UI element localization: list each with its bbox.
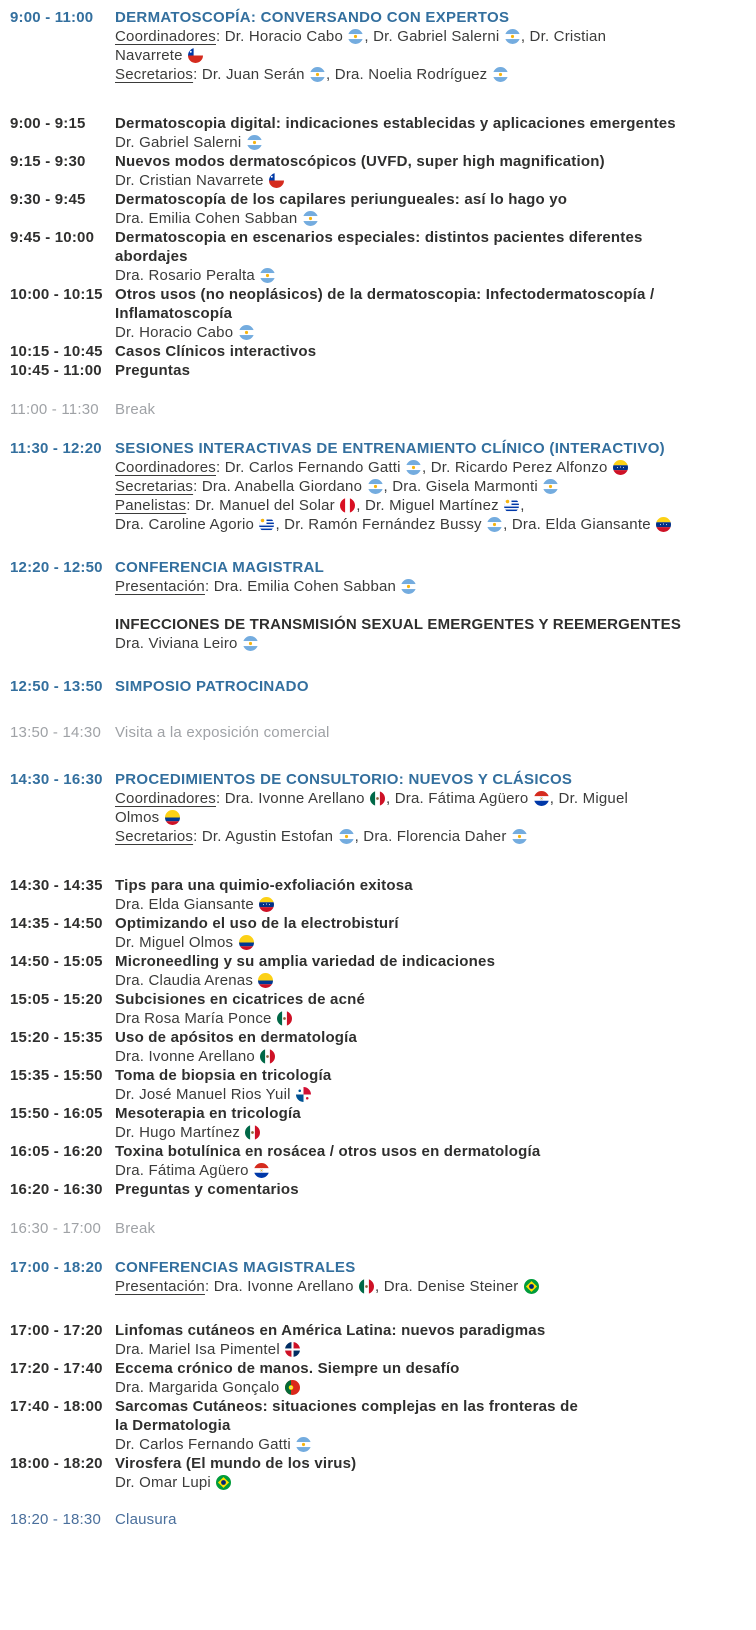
lecture-title <box>115 615 737 634</box>
text-segment: Linfomas cutáneos en América Latina: nuevos paradigmas <box>115 1322 546 1339</box>
break-label <box>115 723 737 742</box>
speaker-line <box>115 1161 737 1180</box>
row-content <box>115 558 745 653</box>
time-range: 11:00 - 11:30 <box>10 401 99 418</box>
speaker-line <box>115 1473 737 1492</box>
text-segment: , Dra. Fátima Agüero <box>386 790 533 807</box>
schedule-row <box>0 990 756 1028</box>
text-segment: Clausura <box>115 1511 177 1528</box>
text-segment: Preguntas y comentarios <box>115 1181 299 1198</box>
time-range: 9:15 - 9:30 <box>10 153 86 170</box>
flag-argentina-icon <box>339 829 354 844</box>
role-label: Coordinadores <box>115 28 216 45</box>
text-segment: : Dr. Juan Serán <box>193 66 310 83</box>
text-segment: , Dr. Ricardo Perez Alfonzo <box>422 459 612 476</box>
speaker-line <box>115 1378 737 1397</box>
flag-argentina-icon <box>303 211 318 226</box>
text-segment: INFECCIONES DE TRANSMISIÓN SEXUAL EMERGENTES Y REEMERGENTES <box>115 616 682 633</box>
break-label <box>115 1219 737 1238</box>
text-segment: PROCEDIMIENTOS DE CONSULTORIO: NUEVOS Y CLÁSICOS <box>115 771 573 788</box>
speaker-line <box>115 1340 737 1359</box>
text-segment: Preguntas <box>115 362 191 379</box>
text-segment: , Dr. Miguel Martínez <box>356 497 504 514</box>
row-content <box>115 876 745 914</box>
time-range: 15:05 - 15:20 <box>10 991 103 1008</box>
row-content <box>115 1510 745 1529</box>
flag-uruguay-icon <box>504 498 519 513</box>
text-segment: Subcisiones en cicatrices de acné <box>115 991 366 1008</box>
talk-title <box>115 1454 737 1473</box>
talk-title <box>115 1321 737 1340</box>
row-content <box>115 723 745 742</box>
talk-title <box>115 1180 737 1199</box>
flag-argentina-icon <box>239 325 254 340</box>
schedule-row <box>0 152 756 190</box>
talk-title <box>115 285 737 304</box>
flag-argentina-icon <box>401 579 416 594</box>
schedule-row <box>0 1510 756 1529</box>
flag-argentina-icon <box>505 29 520 44</box>
schedule-row <box>0 228 756 285</box>
text-segment: , Dr. Gabriel Salerni <box>364 28 504 45</box>
time-range: 17:00 - 17:20 <box>10 1322 103 1339</box>
text-segment: Dr. Carlos Fernando Gatti <box>115 1436 296 1453</box>
text-segment: Microneedling y su amplia variedad de indicaciones <box>115 953 496 970</box>
text-segment: abordajes <box>115 248 188 265</box>
text-segment: : Dr. Carlos Fernando Gatti <box>216 459 406 476</box>
speaker-line <box>115 266 737 285</box>
row-content <box>115 1258 745 1296</box>
talk-title <box>115 914 737 933</box>
schedule-row <box>0 914 756 952</box>
row-content <box>115 1104 745 1142</box>
flag-paraguay-icon <box>534 791 549 806</box>
flag-brazil-icon <box>216 1475 231 1490</box>
time-range: 12:50 - 13:50 <box>10 678 103 695</box>
text-segment: Visita a la exposición comercial <box>115 724 330 741</box>
speaker-line <box>115 1085 737 1104</box>
text-segment: : Dr. Horacio Cabo <box>216 28 348 45</box>
text-segment: Inflamatoscopía <box>115 305 233 322</box>
schedule-row <box>0 770 756 846</box>
speaker-line <box>115 133 737 152</box>
text-segment: DERMATOSCOPÍA: CONVERSANDO CON EXPERTOS <box>115 9 510 26</box>
flag-argentina-icon <box>512 829 527 844</box>
session-title <box>115 558 737 577</box>
text-segment: Dr. Gabriel Salerni <box>115 134 246 151</box>
text-segment: Navarrete <box>115 47 188 64</box>
time-range: 15:20 - 15:35 <box>10 1029 103 1046</box>
schedule-row <box>0 1359 756 1397</box>
time-range: 15:35 - 15:50 <box>10 1067 103 1084</box>
speaker-line <box>115 971 737 990</box>
schedule-row <box>0 114 756 152</box>
flag-venezuela-icon <box>259 897 274 912</box>
text-segment: Dr. Miguel Olmos <box>115 934 238 951</box>
role-line <box>115 27 737 46</box>
text-segment: Sarcomas Cutáneos: situaciones complejas en las fronteras de <box>115 1398 578 1415</box>
speaker-line <box>115 634 737 653</box>
role-line <box>115 827 737 846</box>
flag-mexico-icon <box>260 1049 275 1064</box>
row-content <box>115 990 745 1028</box>
row-content <box>115 1219 745 1238</box>
time-range: 9:00 - 9:15 <box>10 115 86 132</box>
speaker-line <box>115 209 737 228</box>
time-range: 12:20 - 12:50 <box>10 559 103 576</box>
break-label <box>115 400 737 419</box>
session-title <box>115 1258 737 1277</box>
text-segment: Virosfera (El mundo de los virus) <box>115 1455 357 1472</box>
time-range: 14:30 - 14:35 <box>10 877 103 894</box>
speaker-line <box>115 895 737 914</box>
schedule-row <box>0 1321 756 1359</box>
time-range: 10:45 - 11:00 <box>10 362 102 379</box>
text-segment: Mesoterapia en tricología <box>115 1105 301 1122</box>
row-content <box>115 1028 745 1066</box>
flag-mexico-icon <box>277 1011 292 1026</box>
speaker-line <box>115 323 737 342</box>
role-label: Presentación <box>115 578 205 595</box>
talk-title <box>115 114 737 133</box>
text-segment: Uso de apósitos en dermatología <box>115 1029 358 1046</box>
row-content <box>115 114 745 152</box>
text-segment: CONFERENCIAS MAGISTRALES <box>115 1259 356 1276</box>
schedule-row <box>0 439 756 534</box>
row-content <box>115 228 745 285</box>
role-line <box>115 65 737 84</box>
row-content <box>115 190 745 228</box>
flag-argentina-icon <box>348 29 363 44</box>
text-segment: : Dr. Manuel del Solar <box>186 497 340 514</box>
schedule-row <box>0 400 756 419</box>
role-line <box>115 496 737 515</box>
talk-title <box>115 1028 737 1047</box>
time-range: 14:35 - 14:50 <box>10 915 103 932</box>
talk-title <box>115 247 737 266</box>
flag-colombia-icon <box>165 810 180 825</box>
time-range: 11:30 - 12:20 <box>10 440 102 457</box>
row-content <box>115 1321 745 1359</box>
row-content <box>115 677 745 696</box>
schedule <box>0 8 756 1569</box>
schedule-row <box>0 1397 756 1454</box>
text-segment: Dr. Cristian Navarrete <box>115 172 268 189</box>
time-range: 14:30 - 16:30 <box>10 771 103 788</box>
flag-colombia-icon <box>258 973 273 988</box>
schedule-row <box>0 1180 756 1199</box>
time-range: 10:15 - 10:45 <box>10 343 103 360</box>
text-segment: Tips para una quimio-exfoliación exitosa <box>115 877 413 894</box>
role-line <box>115 1277 737 1296</box>
talk-title <box>115 190 737 209</box>
schedule-row <box>0 285 756 342</box>
text-segment: , Dr. Miguel <box>549 790 629 807</box>
schedule-row <box>0 1142 756 1180</box>
schedule-row <box>0 361 756 380</box>
time-range: 13:50 - 14:30 <box>10 724 102 741</box>
text-segment: Dr. José Manuel Rios Yuil <box>115 1086 296 1103</box>
text-segment: , <box>520 497 525 514</box>
schedule-row <box>0 1104 756 1142</box>
schedule-row <box>0 1028 756 1066</box>
flag-argentina-icon <box>260 268 275 283</box>
text-segment: Dra. Rosario Peralta <box>115 267 260 284</box>
flag-argentina-icon <box>310 67 325 82</box>
time-range: 16:30 - 17:00 <box>10 1220 102 1237</box>
talk-title <box>115 1416 737 1435</box>
time-range: 10:00 - 10:15 <box>10 286 103 303</box>
flag-mexico-icon <box>370 791 385 806</box>
flag-uruguay-icon <box>259 517 274 532</box>
session-title <box>115 677 737 696</box>
text-segment: Dra. Claudia Arenas <box>115 972 258 989</box>
role-line <box>115 458 737 477</box>
schedule-row <box>0 8 756 84</box>
row-content <box>115 439 745 534</box>
row-content <box>115 1397 745 1454</box>
flag-argentina-icon <box>296 1437 311 1452</box>
text-segment: Dra. Caroline Agorio <box>115 516 259 533</box>
talk-title <box>115 1104 737 1123</box>
text-segment: Dermatoscopía de los capilares periungueales: así lo hago yo <box>115 191 568 208</box>
text-segment: Toxina botulínica en rosácea / otros usos en dermatología <box>115 1143 541 1160</box>
row-content <box>115 1454 745 1492</box>
flag-argentina-icon <box>247 135 262 150</box>
schedule-row <box>0 876 756 914</box>
talk-title <box>115 1066 737 1085</box>
time-range: 16:05 - 16:20 <box>10 1143 103 1160</box>
row-content <box>115 152 745 190</box>
text-segment: Toma de biopsia en tricología <box>115 1067 332 1084</box>
schedule-row <box>0 723 756 742</box>
text-segment: : Dra. Ivonne Arellano <box>204 1278 358 1295</box>
text-segment: Dr. Omar Lupi <box>115 1474 216 1491</box>
time-range: 9:30 - 9:45 <box>10 191 86 208</box>
time-range: 17:20 - 17:40 <box>10 1360 103 1377</box>
text-segment: , Dra. Denise Steiner <box>375 1278 523 1295</box>
text-segment: , Dra. Noelia Rodríguez <box>326 66 492 83</box>
flag-argentina-icon <box>243 636 258 651</box>
role-line <box>115 46 737 65</box>
schedule-row <box>0 558 756 653</box>
talk-title <box>115 152 737 171</box>
schedule-row <box>0 1454 756 1492</box>
row-content <box>115 285 745 342</box>
flag-mexico-icon <box>359 1279 374 1294</box>
time-range: 16:20 - 16:30 <box>10 1181 103 1198</box>
talk-title <box>115 304 737 323</box>
text-segment: CONFERENCIA MAGISTRAL <box>115 559 325 576</box>
text-segment: Otros usos (no neoplásicos) de la dermatoscopia: Infectodermatoscopía / <box>115 286 655 303</box>
row-content <box>115 1359 745 1397</box>
row-content <box>115 361 745 380</box>
session-title <box>115 439 737 458</box>
flag-chile-icon <box>269 173 284 188</box>
session-title <box>115 770 737 789</box>
role-label: Secretarios <box>115 828 194 845</box>
row-content <box>115 1180 745 1199</box>
row-content <box>115 8 745 84</box>
flag-panama-icon <box>296 1087 311 1102</box>
role-line <box>115 577 737 596</box>
text-segment: , Dra. Gisela Marmonti <box>383 478 543 495</box>
role-line <box>115 789 737 808</box>
text-segment: Dra. Viviana Leiro <box>115 635 242 652</box>
text-segment: Dr. Horacio Cabo <box>115 324 238 341</box>
talk-title <box>115 342 737 361</box>
session-title <box>115 8 737 27</box>
talk-title <box>115 1359 737 1378</box>
row-content <box>115 952 745 990</box>
role-label: Coordinadores <box>115 459 216 476</box>
text-segment: : Dr. Agustin Estofan <box>193 828 338 845</box>
schedule-row <box>0 1066 756 1104</box>
text-segment: Dra. Fátima Agüero <box>115 1162 254 1179</box>
flag-brazil-icon <box>524 1279 539 1294</box>
speaker-line <box>115 1435 737 1454</box>
row-content <box>115 342 745 361</box>
flag-argentina-icon <box>487 517 502 532</box>
time-range: 9:45 - 10:00 <box>10 229 95 246</box>
talk-title <box>115 990 737 1009</box>
speaker-line <box>115 1123 737 1142</box>
talk-title <box>115 876 737 895</box>
text-segment: Olmos <box>115 809 164 826</box>
text-segment: Dr. Hugo Martínez <box>115 1124 245 1141</box>
time-range: 15:50 - 16:05 <box>10 1105 103 1122</box>
flag-argentina-icon <box>406 460 421 475</box>
text-segment: , Dr. Ramón Fernández Bussy <box>275 516 487 533</box>
text-segment: Break <box>115 1220 156 1237</box>
flag-argentina-icon <box>493 67 508 82</box>
text-segment: : Dra. Anabella Giordano <box>193 478 367 495</box>
speaker-line <box>115 933 737 952</box>
talk-title <box>115 1142 737 1161</box>
text-segment: Dra. Emilia Cohen Sabban <box>115 210 302 227</box>
text-segment: Dra. Elda Giansante <box>115 896 259 913</box>
text-segment: Dra. Mariel Isa Pimentel <box>115 1341 285 1358</box>
role-line <box>115 808 737 827</box>
flag-portugal-icon <box>285 1380 300 1395</box>
text-segment: Dermatoscopia en escenarios especiales: distintos pacientes diferentes <box>115 229 643 246</box>
time-range: 18:00 - 18:20 <box>10 1455 103 1472</box>
text-segment: , Dra. Florencia Daher <box>354 828 511 845</box>
schedule-row <box>0 342 756 361</box>
text-segment: Eccema crónico de manos. Siempre un desafío <box>115 1360 460 1377</box>
text-segment: SIMPOSIO PATROCINADO <box>115 678 309 695</box>
flag-venezuela-icon <box>613 460 628 475</box>
text-segment: , Dra. Elda Giansante <box>503 516 656 533</box>
role-label: Secretarios <box>115 66 194 83</box>
text-segment: Dra. Margarida Gonçalo <box>115 1379 284 1396</box>
role-label: Secretarias <box>115 478 194 495</box>
text-segment: Dra Rosa María Ponce <box>115 1010 276 1027</box>
text-segment: , Dr. Cristian <box>520 28 607 45</box>
role-label: Coordinadores <box>115 790 216 807</box>
row-content <box>115 1066 745 1104</box>
text-segment: Optimizando el uso de la electrobisturí <box>115 915 399 932</box>
speaker-line <box>115 1009 737 1028</box>
schedule-row <box>0 1258 756 1296</box>
time-range: 9:00 - 11:00 <box>10 9 94 26</box>
flag-chile-icon <box>188 48 203 63</box>
flag-peru-icon <box>340 498 355 513</box>
flag-paraguay-icon <box>254 1163 269 1178</box>
schedule-row <box>0 677 756 696</box>
flag-colombia-icon <box>239 935 254 950</box>
talk-title <box>115 228 737 247</box>
text-segment: : Dra. Emilia Cohen Sabban <box>204 578 401 595</box>
blank-line <box>115 596 737 615</box>
speaker-line <box>115 171 737 190</box>
flag-venezuela-icon <box>656 517 671 532</box>
text-segment: la Dermatologia <box>115 1417 231 1434</box>
text-segment: SESIONES INTERACTIVAS DE ENTRENAMIENTO CLÍNICO (INTERACTIVO) <box>115 440 665 457</box>
row-content <box>115 1142 745 1180</box>
talk-title <box>115 361 737 380</box>
row-content <box>115 914 745 952</box>
role-line <box>115 477 737 496</box>
text-segment: : Dra. Ivonne Arellano <box>216 790 370 807</box>
text-segment: Dra. Ivonne Arellano <box>115 1048 260 1065</box>
closing-label <box>115 1510 737 1529</box>
schedule-row <box>0 952 756 990</box>
text-segment: Nuevos modos dermatoscópicos (UVFD, super high magnification) <box>115 153 605 170</box>
flag-mexico-icon <box>245 1125 260 1140</box>
time-range: 17:00 - 18:20 <box>10 1259 103 1276</box>
text-segment: Casos Clínicos interactivos <box>115 343 317 360</box>
speaker-line <box>115 1047 737 1066</box>
talk-title <box>115 1397 737 1416</box>
schedule-row <box>0 190 756 228</box>
role-line <box>115 515 737 534</box>
flag-argentina-icon <box>543 479 558 494</box>
flag-dominican-republic-icon <box>285 1342 300 1357</box>
row-content <box>115 770 745 846</box>
time-range: 14:50 - 15:05 <box>10 953 103 970</box>
role-label: Presentación <box>115 1278 205 1295</box>
role-label: Panelistas <box>115 497 187 514</box>
text-segment: Break <box>115 401 156 418</box>
text-segment: Dermatoscopia digital: indicaciones establecidas y aplicaciones emergentes <box>115 115 676 132</box>
time-range: 18:20 - 18:30 <box>10 1511 102 1528</box>
flag-argentina-icon <box>368 479 383 494</box>
time-range: 17:40 - 18:00 <box>10 1398 103 1415</box>
row-content <box>115 400 745 419</box>
schedule-row <box>0 1219 756 1238</box>
talk-title <box>115 952 737 971</box>
